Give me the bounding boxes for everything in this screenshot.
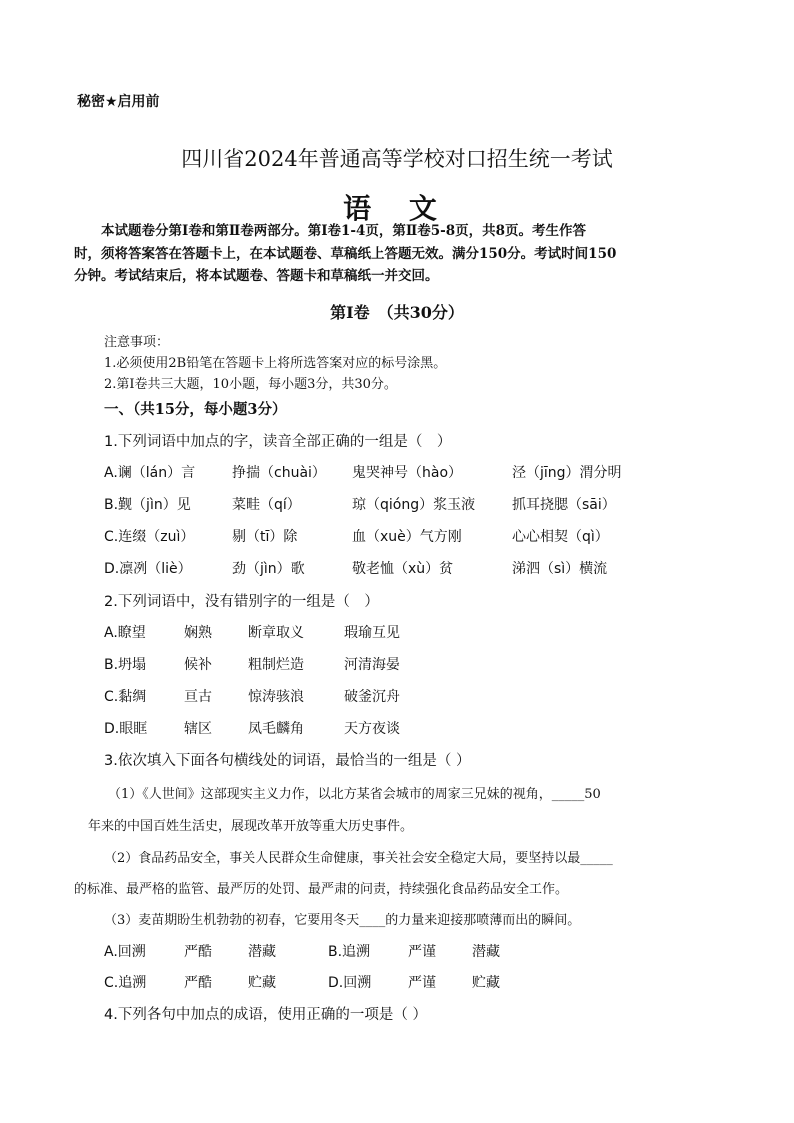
- question-1-stem: 1.下列词语中加点的字，读音全部正确的一组是（ ）: [104, 434, 452, 450]
- question-2-stem: 2.下列词语中，没有错别字的一组是（ ）: [104, 594, 379, 610]
- option-c-item: C.连缀（zuì）: [104, 529, 195, 545]
- confidential-mark: 秘密★启用前: [77, 94, 160, 110]
- option-b-item: 河清海晏: [344, 657, 400, 673]
- option-d-item: D.眼眶: [104, 721, 148, 737]
- option-a-item: 瑕瑜互见: [344, 625, 400, 641]
- option-b-item: 琼（qióng）浆玉液: [352, 497, 476, 513]
- option-b-item: 菜畦（qí）: [232, 497, 301, 513]
- instruction-line: 时，须将答案答在答题卡上，在本试题卷、草稿纸上答题无效。满分150分。考试时间150: [74, 245, 617, 262]
- note-item: 2.第Ⅰ卷共三大题，10小题，每小题3分，共30分。: [104, 377, 397, 392]
- option-d-item: 贮藏: [472, 975, 500, 991]
- option-a-item: A.谰（lán）言: [104, 465, 196, 481]
- option-b-item: 潜藏: [472, 944, 500, 960]
- option-c-item: C.黏绸: [104, 689, 147, 705]
- question-3-sentence-2: （2）食品药品安全，事关人民群众生命健康，事关社会安全稳定大局，要坚持以最_____: [104, 851, 613, 866]
- question-3-sentence-3: （3）麦苗期盼生机勃勃的初春，它要用冬天____的力量来迎接那喷薄而出的瞬间。: [104, 913, 581, 928]
- option-d-item: D.凛冽（liè）: [104, 561, 192, 577]
- option-c-item: C.追溯: [104, 975, 147, 991]
- option-c-item: 贮藏: [248, 975, 276, 991]
- option-d-item: 天方夜谈: [344, 721, 400, 737]
- option-a-item: 严酷: [184, 944, 212, 960]
- option-a-item: 鬼哭神号（hào）: [352, 465, 463, 481]
- option-d-item: 劲（jìn）歌: [232, 561, 305, 577]
- question-3-sentence-1-cont: 年来的中国百姓生活史，展现改革开放等重大历史事件。: [88, 819, 414, 834]
- volume-heading: 第Ⅰ卷 （共30分）: [330, 303, 464, 322]
- instruction-line: 分钟。考试结束后，将本试题卷、答题卡和草稿纸一并交回。: [74, 268, 439, 284]
- option-b-item: 抓耳挠腮（sāi）: [512, 497, 616, 513]
- subject-title: 语 文: [343, 192, 451, 225]
- option-a-item: 挣揣（chuài）: [232, 465, 326, 481]
- option-a-item: 泾（jīng）渭分明: [512, 465, 622, 481]
- instruction-line: 本试题卷分第Ⅰ卷和第Ⅱ卷两部分。第Ⅰ卷1-4页，第Ⅱ卷5-8页，共8页。考生作答: [101, 223, 587, 239]
- option-b-item: 严谨: [408, 944, 436, 960]
- question-4-stem: 4.下列各句中加点的成语，使用正确的一项是（ ）: [104, 1007, 427, 1023]
- option-c-item: 心心相契（qì）: [512, 529, 609, 545]
- question-3-sentence-1: （1）《人世间》这部现实主义力作，以北方某省会城市的周家三兄妹的视角，_____50: [108, 787, 601, 802]
- question-3-stem: 3.依次填入下面各句横线处的词语，最恰当的一组是（ ）: [104, 753, 471, 769]
- option-d-item: 严谨: [408, 975, 436, 991]
- notes-heading: 注意事项：: [104, 335, 170, 350]
- option-a-item: 断章取义: [248, 625, 304, 641]
- exam-title: 四川省2024年普通高等学校对口招生统一考试: [181, 147, 613, 171]
- option-d-item: 凤毛麟角: [248, 721, 304, 737]
- option-b-item: 粗制烂造: [248, 657, 304, 673]
- option-a-item: 潜藏: [248, 944, 276, 960]
- option-d-item: 辖区: [184, 721, 212, 737]
- exam-instructions: [74, 220, 724, 288]
- option-a-item: 娴熟: [184, 625, 212, 641]
- option-b-item: B.坍塌: [104, 657, 147, 673]
- option-c-item: 严酷: [184, 975, 212, 991]
- option-d-item: D.回溯: [328, 975, 372, 991]
- option-c-item: 破釜沉舟: [344, 689, 400, 705]
- option-a-item: A.瞭望: [104, 625, 146, 641]
- question-3-sentence-2-cont: 的标准、最严格的监管、最严厉的处罚、最严肃的问责，持续强化食品药品安全工作。: [74, 882, 569, 897]
- option-b-item: B.追溯: [328, 944, 371, 960]
- option-c-item: 惊涛骇浪: [248, 689, 304, 705]
- option-c-item: 亘古: [184, 689, 212, 705]
- option-c-item: 剔（tī）除: [232, 529, 298, 545]
- option-d-item: 涕泗（sì）横流: [512, 561, 608, 577]
- option-c-item: 血（xuè）气方刚: [352, 529, 462, 545]
- option-b-item: 候补: [184, 657, 212, 673]
- option-b-item: B.觐（jìn）见: [104, 497, 191, 513]
- note-item: 1.必须使用2B铅笔在答题卡上将所选答案对应的标号涂黑。: [104, 356, 447, 371]
- section-heading: 一、（共15分，每小题3分）: [104, 401, 287, 418]
- option-a-item: A.回溯: [104, 944, 146, 960]
- option-d-item: 敬老恤（xù）贫: [352, 561, 454, 577]
